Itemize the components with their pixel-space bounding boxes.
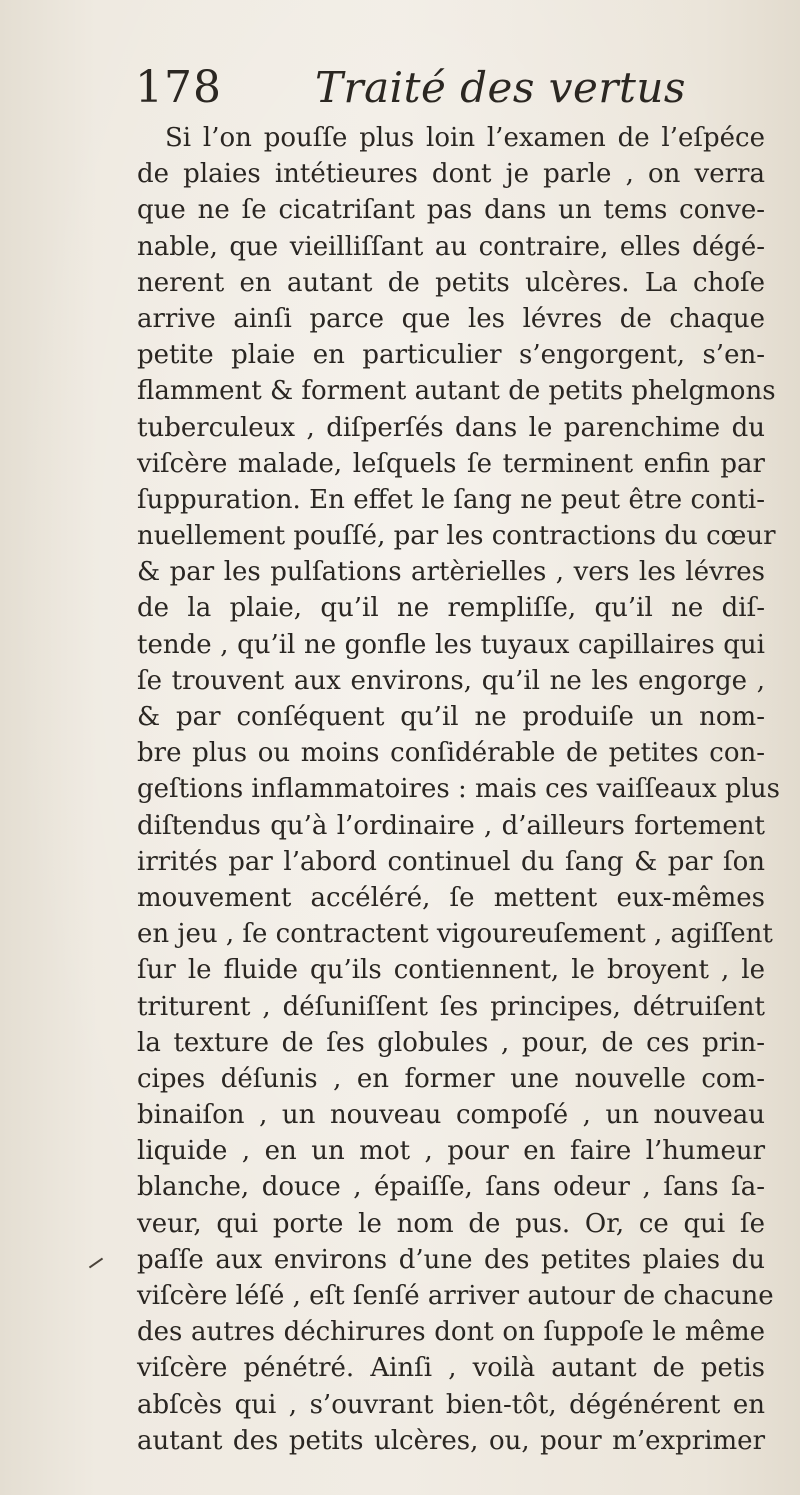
text-line: de plaies intétieures dont je parle , on verra [137, 159, 765, 190]
text-line: diſtendus qu’à l’ordinaire , d’ailleurs fortement [137, 810, 765, 841]
text-line: binaiſon , un nouveau compoſé , un nouveau [137, 1100, 765, 1131]
running-title: Traité des vertus [315, 63, 686, 112]
text-line: Si l’on pouſſe plus loin l’examen de l’eſpéce [165, 123, 765, 153]
text-line: ſuppuration. En effet le ſang ne peut être conti- [137, 484, 765, 515]
text-line: de la plaie, qu’il ne rempliſſe, qu’il ne diſ- [137, 593, 765, 624]
text-line: blanche, douce , épaiſſe, ſans odeur , ſans ſa- [137, 1172, 765, 1203]
margin-mark [89, 1258, 103, 1269]
text-line: tuberculeux , diſperſés dans le parenchime du [137, 412, 765, 443]
text-line: nerent en autant de petits ulcères. La choſe [137, 267, 765, 298]
text-line: viſcère malade, leſquels ſe terminent enfin par [137, 448, 765, 479]
text-line: bre plus ou moins conſidérable de petites con- [137, 738, 765, 769]
text-line: paſſe aux environs d’une des petites plaies du [137, 1244, 765, 1275]
text-line: nuellement pouſſé, par les contractions du cœur [137, 521, 776, 552]
text-line: flamment & forment autant de petits phelgmons [137, 376, 776, 407]
text-line: la texture de ſes globules , pour, de ces prin- [137, 1027, 765, 1058]
text-line: abſcès qui , s’ouvrant bien-tôt, dégénérent en [137, 1389, 765, 1420]
text-line: triturent , déſuniſſent ſes principes, détruiſent [137, 991, 765, 1022]
text-line: ſur le fluide qu’ils contiennent, le broyent , le [137, 955, 765, 986]
text-line: & par les pulſations artèrielles , vers les lévres [137, 557, 765, 588]
text-line: & par conſéquent qu’il ne produiſe un nom- [137, 702, 765, 732]
text-line: geſtions inflammatoires : mais ces vaiſſeaux plus [137, 774, 780, 805]
text-line: veur, qui porte le nom de pus. Or, ce qui ſe [137, 1208, 765, 1239]
text-line: petite plaie en particulier s’engorgent, s’en- [137, 340, 765, 371]
text-line: en jeu , ſe contractent vigoureuſement , agiſſent [137, 919, 773, 950]
body-text [137, 120, 780, 1459]
page-header [135, 62, 765, 122]
text-line: irrités par l’abord continuel du ſang & par ſon [137, 846, 765, 877]
text-line: ſe trouvent aux environs, qu’il ne les engorge , [137, 665, 765, 696]
text-line: tende , qu’il ne gonfle les tuyaux capillaires qui [137, 629, 765, 660]
text-line: viſcère léſé , eſt ſenſé arriver autour de chacune [137, 1281, 774, 1311]
text-line: viſcère pénétré. Ainſi , voilà autant de petis [137, 1353, 765, 1384]
text-line: arrive ainſi parce que les lévres de chaque [137, 303, 765, 334]
text-line: liquide , en un mot , pour en faire l’humeur [137, 1136, 765, 1167]
text-line: autant des petits ulcères, ou, pour m’exprimer [137, 1425, 765, 1456]
text-line: cipes déſunis , en former une nouvelle com- [137, 1063, 765, 1094]
text-line: des autres déchirures dont on ſuppoſe le même [137, 1317, 765, 1348]
text-line: nable, que vieilliſſant au contraire, elles dégé- [137, 231, 765, 262]
text-line: que ne ſe cicatriſant pas dans un tems conve- [137, 195, 765, 226]
page-number: 178 [135, 62, 222, 113]
text-line: mouvement accéléré, ſe mettent eux-mêmes [137, 882, 765, 913]
